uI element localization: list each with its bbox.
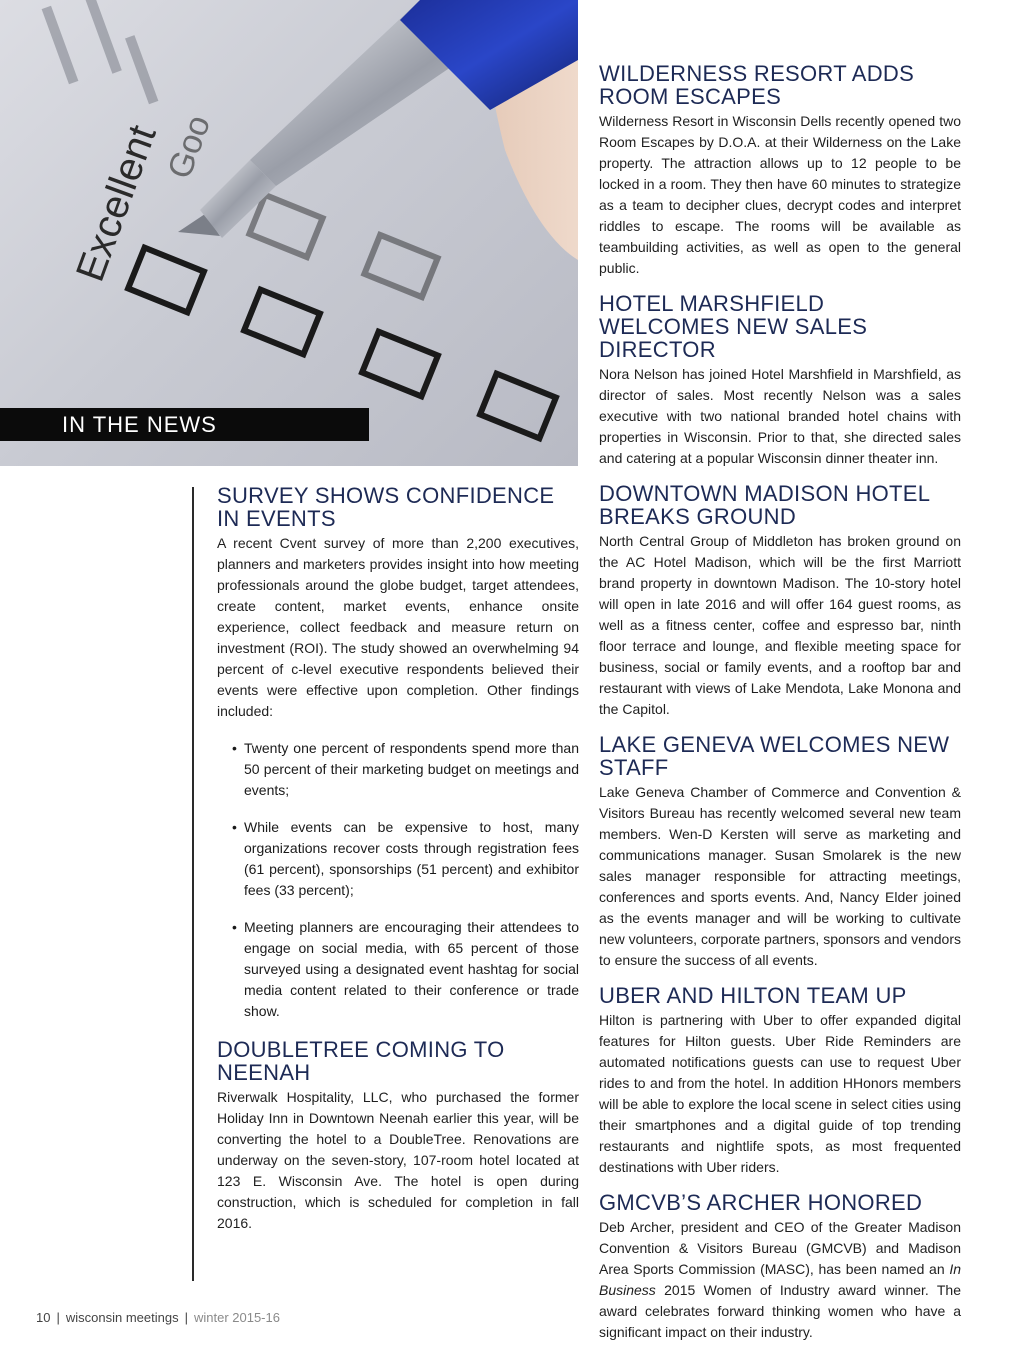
publication-name: In Business (599, 1261, 961, 1298)
article-body: Nora Nelson has joined Hotel Marshfield in Marshfield, as director of sales. Most recently Nelson was a sales executive with two national branded hotel chains with properties in Wisconsin. Prior to that, she directed sales and catering at a popular Wisconsin dinner theater inn. (599, 366, 961, 466)
column-divider (192, 487, 194, 1281)
bullet-icon: • (232, 819, 237, 835)
bullet-icon: • (232, 919, 237, 935)
article-body: Wilderness Resort in Wisconsin Dells recently opened two Room Escapes by D.O.A. at their Wilderness on the Lake property. The attraction allows up to 12 people to be locked in a room. They then have 60 minutes to strategize as a team to decipher clues, decrypt codes and interpret riddles to escape. The rooms will be available as teambuilding activities, as well as open to the general public. (599, 113, 961, 276)
article-heading: DOUBLETREE COMING TO NEENAH (217, 1037, 505, 1085)
right-column (599, 62, 961, 1356)
section-label: IN THE NEWS (62, 412, 217, 437)
issue-label: winter 2015-16 (193, 1310, 280, 1325)
article-survey (217, 484, 579, 1022)
left-column (217, 484, 579, 1247)
article-body: Riverwalk Hospitality, LLC, who purchased the former Holiday Inn in Downtown Neenah earlier this year, will be converting the hotel to a DoubleTree. Renovations are underway on the seven-story, 107-room hotel located at 123 E. Wisconsin Ave. The hotel is open during construction, which is scheduled for completion in fall 2016. (217, 1089, 579, 1231)
good-text: Goo (160, 110, 219, 184)
article-heading: HOTEL MARSHFIELD WELCOMES NEW SALES DIRECTOR (599, 291, 868, 362)
list-item: • Twenty one percent of respondents spend more than 50 percent of their marketing budget on meetings and events; (232, 740, 579, 798)
article-heading: UBER AND HILTON TEAM UP (599, 983, 907, 1008)
article-body: Hilton is partnering with Uber to offer expanded digital features for Hilton guests. Uber Ride Reminders are automated notifications guests can use to request Uber rides to and from the hotel. In addition HHonors members will be able to explore the local scene in select cities using their smartphones and a digital guide of top trending restaurants and nightlife spots, as most frequented destinations with Uber riders. (599, 1012, 961, 1175)
article-body: A recent Cvent survey of more than 2,200 executives, planners and marketers provides insight into how meeting professionals around the globe budget, target attendees, create content, market events, enhance onsite experience, collect feedback and measure return on investment (ROI). The study showed an overwhelming 94 percent of c-level executive respondents believed their events were effective upon completion. Other findings included: (217, 535, 579, 719)
article-body: North Central Group of Middleton has broken ground on the AC Hotel Madison, which will be the first Marriott brand property in downtown Madison. The 10-story hotel will open in late 2016 and will offer 164 guest rooms, as well as a fitness center, coffee and espresso bar, ninth floor terrace and lounge, and flexible meeting space for business, social or family events, and a rooftop bar and restaurant with views of Lake Mendota, Lake Monona and the Capitol. (599, 533, 961, 717)
article-body: Deb Archer, president and CEO of the Greater Madison Convention & Visitors Bureau (GMCVB) and Madison Area Sports Commission (MASC), has been named an In Business 2015 Women of Industry award winner. The award celebrates forward thinking women who have a significant impact on their industry. (599, 1219, 961, 1340)
excellent-text: Excellent (67, 119, 165, 288)
article-heading: DOWNTOWN MADISON HOTEL BREAKS GROUND (599, 481, 930, 529)
in-the-news-banner (0, 408, 369, 441)
list-item: • While events can be expensive to host, many organizations recover costs through registration fees (61 percent), sponsorships (51 percent) and exhibitor fees (33 percent); (232, 819, 579, 898)
publication-title: wisconsin meetings (65, 1310, 179, 1325)
article-lake-geneva (599, 733, 961, 971)
page-footer (36, 1310, 280, 1325)
survey-photo (0, 0, 578, 466)
findings-list (217, 738, 579, 1022)
article-doubletree (217, 1038, 579, 1234)
footer-divider: | (56, 1310, 60, 1325)
article-marshfield (599, 292, 961, 469)
article-heading: SURVEY SHOWS CONFIDENCE IN EVENTS (217, 483, 555, 531)
article-wilderness (599, 62, 961, 279)
article-madison-hotel (599, 482, 961, 720)
footer-divider: | (184, 1310, 188, 1325)
article-heading: WILDERNESS RESORT ADDS ROOM ESCAPES (599, 61, 915, 109)
pen-and-checkboxes-illustration (0, 0, 578, 466)
article-uber-hilton (599, 984, 961, 1178)
article-archer (599, 1191, 961, 1343)
article-heading: LAKE GENEVA WELCOMES NEW STAFF (599, 732, 950, 780)
bullet-icon: • (232, 740, 237, 756)
list-item: • Meeting planners are encouraging their attendees to engage on social media, with 65 percent of those surveyed using a designated event hashtag for social media content related to their conference or trade show. (232, 919, 579, 1019)
article-heading: GMCVB’S ARCHER HONORED (599, 1190, 923, 1215)
page-number: 10 (36, 1310, 51, 1325)
article-body: Lake Geneva Chamber of Commerce and Convention & Visitors Bureau has recently welcomed several new team members. Wen-D Kersten will serve as marketing and communications manager. Susan Smolarek is the new sales manager responsible for attracting meetings, conferences and sports events. And, Nancy Elder joined as the events manager and will be working to cultivate new volunteers, corporate partners, sponsors and vendors to ensure the success of all events. (599, 784, 961, 968)
